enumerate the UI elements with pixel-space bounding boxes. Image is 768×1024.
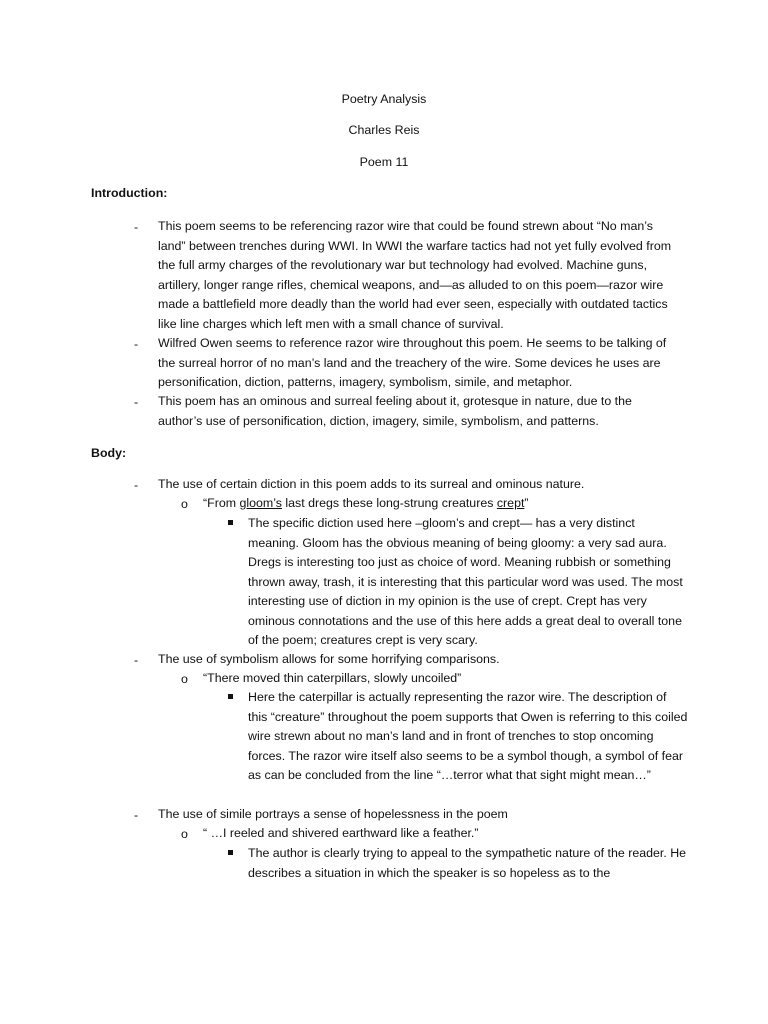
body-quote-3: “ …I reeled and shivered earthward like a feather.” xyxy=(203,826,479,840)
intro-bullet-2: Wilfred Owen seems to reference razor wire throughout this poem. He seems to be talking of the surreal horror of no man’s land and the treachery of the wire. Some devices he uses are personification, diction, patterns, imagery, symbolism, simile, and metaphor. xyxy=(158,336,667,389)
bullet-circle: o xyxy=(181,497,188,511)
introduction-heading: Introduction: xyxy=(91,186,168,200)
author-name: Charles Reis xyxy=(348,123,420,137)
bullet-dash: - xyxy=(134,653,139,667)
poem-number: Poem 11 xyxy=(359,155,409,169)
body-analysis-2: Here the caterpillar is actually representing the razor wire. The description of this “creature” throughout the poem supports that Owen is referring to this coiled wire strewn about no man’s land and in front of trenches to stop oncoming forces. The razor wire itself also seems to be a symbol though, a symbol of fear as can be concluded from the line “…terror what that sight might mean…” xyxy=(248,690,688,782)
body-heading: Body: xyxy=(91,446,127,460)
document-title: Poetry Analysis xyxy=(341,92,427,106)
body-quote-2: “There moved thin caterpillars, slowly uncoiled” xyxy=(203,671,462,685)
bullet-dash: - xyxy=(134,337,139,351)
body-point-1: The use of certain diction in this poem adds to its surreal and ominous nature. xyxy=(158,477,585,491)
bullet-square xyxy=(228,694,233,699)
intro-bullet-3: This poem has an ominous and surreal feeling about it, grotesque in nature, due to the author’s use of personification, diction, imagery, simile, symbolism, and patterns. xyxy=(158,394,632,428)
bullet-dash: - xyxy=(134,395,139,409)
body-point-2: The use of symbolism allows for some horrifying comparisons. xyxy=(158,652,500,666)
body-point-3: The use of simile portrays a sense of hopelessness in the poem xyxy=(158,807,508,821)
body-analysis-3: The author is clearly trying to appeal to the sympathetic nature of the reader. He describes a situation in which the speaker is so hopeless as to the xyxy=(248,846,687,880)
bullet-dash: - xyxy=(134,220,139,234)
intro-bullet-1: This poem seems to be referencing razor wire that could be found strewn about “No man’s land” between trenches during WWI. In WWI the warfare tactics had not yet fully evolved from the full army charges of the revolutionary war but technology had evolved. Machine guns, artillery, longer range rifles, chemical weapons, and—as alluded to on this poem—razor wire made a battlefield more deadly than the world had ever seen, especially with outdated tactics like line charges which left men with a small chance of survival. xyxy=(158,219,672,331)
body-analysis-1: The specific diction used here –gloom’s and crept— has a very distinct meaning. Gloom has the obvious meaning of being gloomy: a very sad aura. Dregs is interesting too just as choice of word. Meaning rubbish or something thrown away, trash, it is interesting that this particular word was used. The most interesting use of diction in my opinion is the use of crept. Crept has very ominous connotations and the use of this here adds a great deal to overall tone of the poem; creatures crept is very scary. xyxy=(248,516,683,647)
bullet-circle: o xyxy=(181,672,188,686)
bullet-dash: - xyxy=(134,808,139,822)
bullet-square xyxy=(228,520,233,525)
bullet-dash: - xyxy=(134,478,139,492)
body-quote-1: “From gloom’s last dregs these long-strung creatures crept” xyxy=(203,496,529,510)
bullet-square xyxy=(228,850,233,855)
bullet-circle: o xyxy=(181,827,188,841)
